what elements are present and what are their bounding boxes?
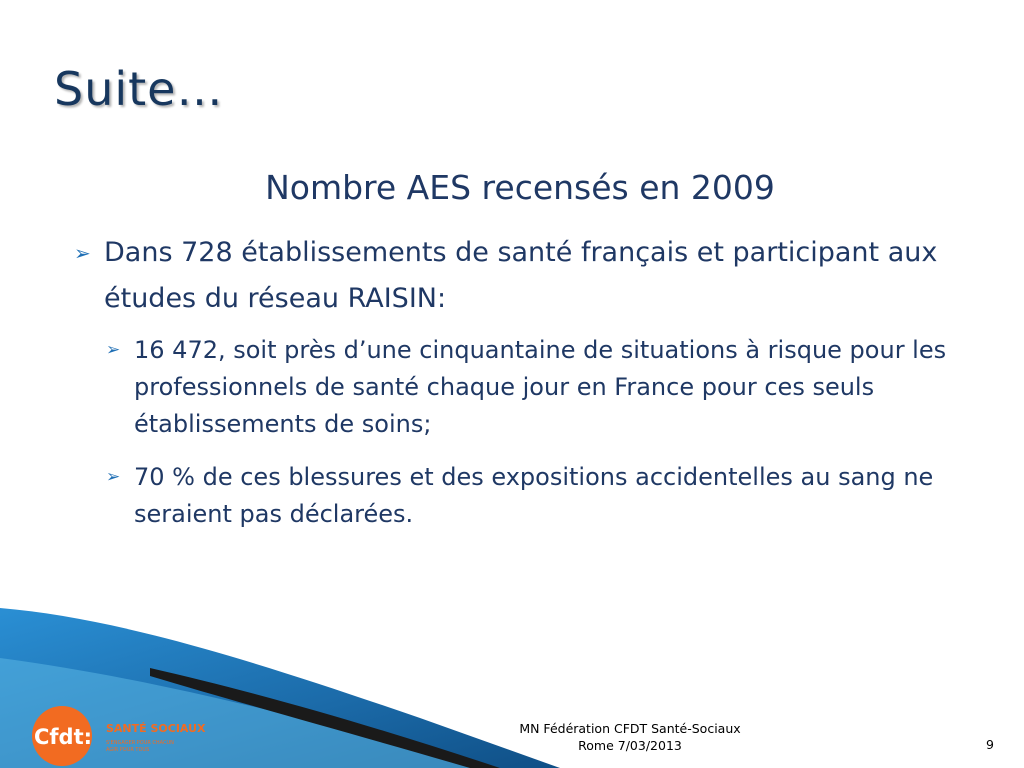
svg-text:Cfdt:: Cfdt: [34, 725, 93, 749]
sub-bullet-item [106, 459, 964, 533]
slide-title: Suite… [54, 62, 224, 116]
sub-bullet-item [106, 332, 964, 443]
page-number: 9 [986, 737, 994, 752]
footer-line-1: MN Fédération CFDT Santé-Sociaux [519, 721, 741, 736]
arrow-bullet-icon: ➢ [74, 241, 91, 265]
bullet-list [74, 230, 964, 533]
arrow-bullet-icon: ➢ [106, 340, 121, 360]
footer-text [490, 720, 770, 754]
svg-text:S'ENGAGER POUR CHACUN: S'ENGAGER POUR CHACUN [106, 740, 174, 746]
arrow-bullet-icon: ➢ [106, 467, 121, 487]
bullet-item [74, 230, 964, 322]
cfdt-logo [4, 692, 206, 768]
svg-text:AGIR POUR TOUS: AGIR POUR TOUS [106, 747, 150, 753]
slide-subtitle: Nombre AES recensés en 2009 [265, 168, 775, 207]
sub-bullet-text: 16 472, soit près d’une cinquantaine de situations à risque pour les professionnels de santé chaque jour en France pour ces seuls établissements de soins; [134, 336, 947, 438]
sub-bullet-text: 70 % de ces blessures et des expositions accidentelles au sang ne seraient pas déclarées. [134, 463, 934, 528]
svg-text:SANTÉ SOCIAUX: SANTÉ SOCIAUX [106, 722, 206, 735]
footer-line-2: Rome 7/03/2013 [578, 738, 682, 753]
bullet-text: Dans 728 établissements de santé français et participant aux études du réseau RAISIN: [104, 237, 938, 314]
